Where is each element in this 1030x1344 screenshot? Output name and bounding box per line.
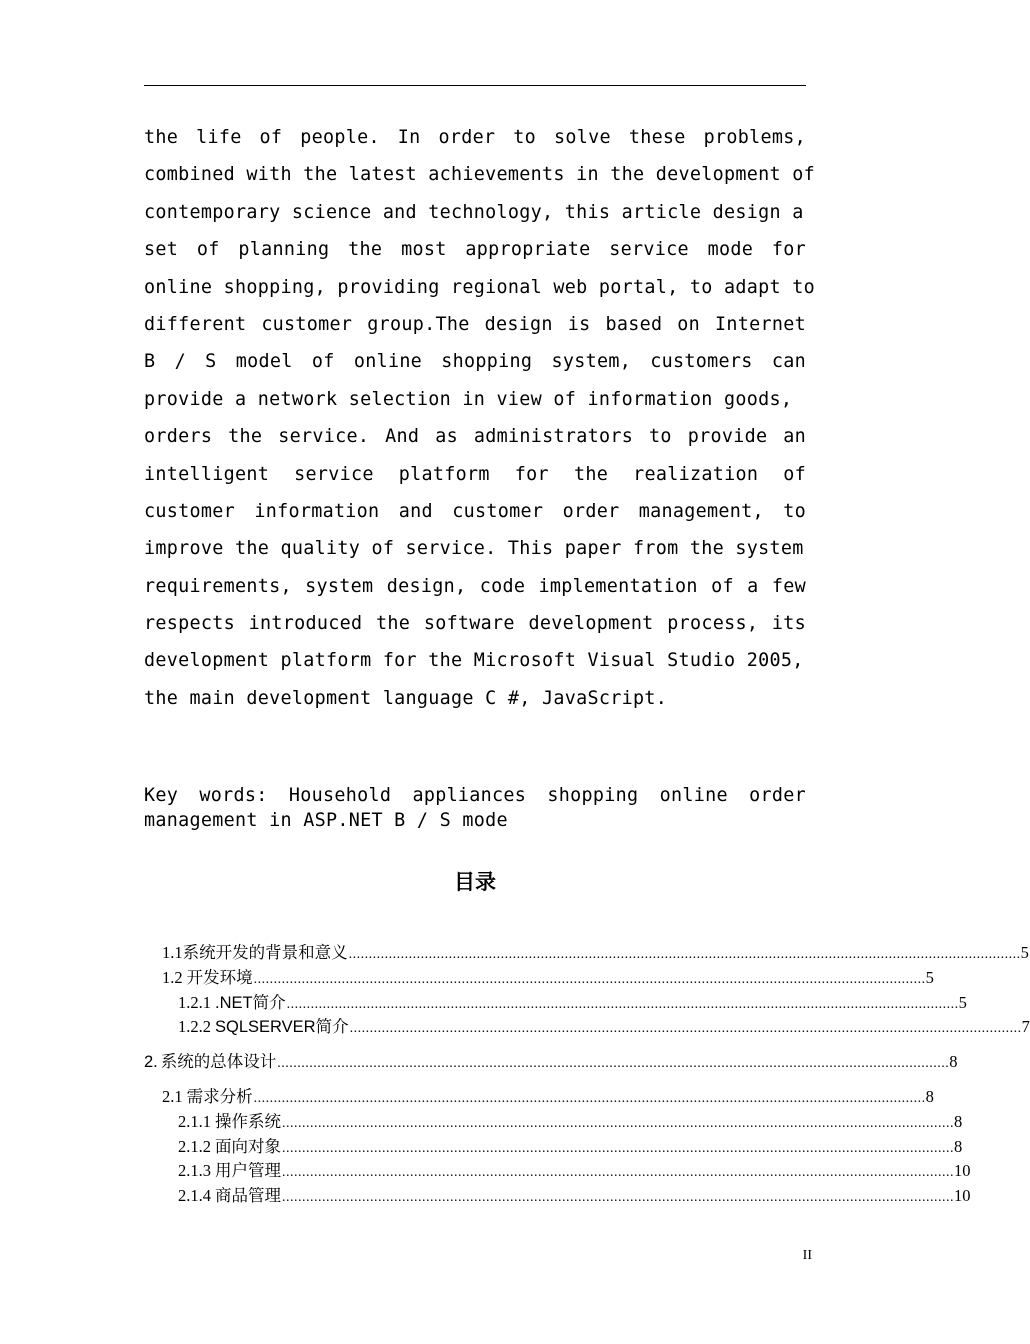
toc-entry-page: 10	[954, 1161, 971, 1180]
toc-entry-title: 商品管理	[215, 1186, 281, 1205]
abstract-line: combined with the latest achievements in the development of	[144, 164, 815, 186]
abstract-line: the life of people. In order to solve these problems,	[144, 127, 806, 148]
keywords-line: management in ASP.NET B / S mode	[144, 810, 508, 831]
toc-entry-number: 1.2	[162, 968, 183, 987]
toc-entry-page: 5	[925, 968, 934, 987]
abstract-line: improve the quality of service. This paper from the system	[144, 538, 804, 560]
abstract-line: B / S model of online shopping system, customers can	[144, 351, 806, 373]
toc-entry-page: 5	[958, 993, 967, 1012]
toc-entry[interactable]	[178, 1184, 971, 1208]
toc-entry-page: 7	[1021, 1017, 1030, 1036]
toc-leader-dots: ........................................................................................................................................................................	[282, 1116, 954, 1131]
toc-entry[interactable]	[144, 1050, 958, 1074]
keywords-line: Key words: Household appliances shopping online order	[144, 785, 806, 806]
toc-entry-page: 8	[925, 1087, 934, 1106]
toc-entry-title: 系统的总体设计	[160, 1053, 277, 1071]
toc-entry[interactable]	[178, 1110, 963, 1134]
toc-leader-dots: ........................................................................................................................................................................	[348, 947, 1021, 962]
toc-entry[interactable]	[178, 991, 967, 1015]
toc-leader-dots: ........................................................................................................................................................................	[349, 1021, 1022, 1036]
toc-entry-page: 5	[1020, 943, 1029, 962]
toc-leader-dots: ........................................................................................................................................................................	[286, 997, 959, 1012]
toc-entry-number: 2.1.2	[178, 1137, 211, 1156]
toc-entry-number: 1.2.2	[178, 1017, 211, 1036]
toc-entry-title: 操作系统	[215, 1112, 281, 1131]
toc-entry-page: 10	[954, 1186, 971, 1205]
toc-entry-title: 用户管理	[215, 1161, 281, 1180]
abstract-line: online shopping, providing regional web portal, to adapt to	[144, 276, 815, 298]
toc-entry[interactable]	[178, 1135, 963, 1159]
toc-entry-title: 面向对象	[215, 1137, 281, 1156]
abstract-line: contemporary science and technology, this article design a	[144, 201, 804, 223]
abstract-line: customer information and customer order management, to	[144, 500, 806, 522]
toc-entry-number: 2.1.1	[178, 1112, 211, 1131]
toc-leader-dots: ........................................................................................................................................................................	[253, 1091, 926, 1106]
abstract-line: respects introduced the software development process, its	[144, 613, 806, 635]
toc-entry-number: 2.1.3	[178, 1161, 211, 1180]
toc-entry-title: 需求分析	[186, 1087, 253, 1106]
toc-entry-number: 1.2.1	[178, 993, 211, 1012]
toc-leader-dots: ........................................................................................................................................................................	[282, 1141, 954, 1156]
toc-entry[interactable]	[162, 1085, 934, 1109]
toc-entry[interactable]	[162, 941, 1029, 965]
toc-leader-dots: ........................................................................................................................................................................	[282, 1165, 954, 1180]
toc-entry-page: 8	[954, 1137, 963, 1156]
toc-entry[interactable]	[178, 1159, 971, 1183]
toc-entry-page: 8	[949, 1052, 958, 1071]
abstract-line: intelligent service platform for the realization of	[144, 463, 806, 485]
abstract-line: orders the service. And as administrators to provide an	[144, 426, 806, 448]
abstract-line: provide a network selection in view of information goods,	[144, 388, 793, 410]
abstract-line: the main development language C #, JavaScript.	[144, 687, 668, 709]
toc-entry-number: 2.1	[162, 1087, 183, 1106]
toc-leader-dots: ........................................................................................................................................................................	[282, 1190, 954, 1205]
abstract-line: set of planning the most appropriate service mode for	[144, 239, 806, 261]
toc-leader-dots: ........................................................................................................................................................................	[253, 972, 926, 987]
page-number: II	[802, 1248, 812, 1263]
toc-entry[interactable]	[162, 966, 934, 990]
toc-entry-number: 2.1.4	[178, 1186, 211, 1205]
abstract-line: requirements, system design, code implementation of a few	[144, 575, 806, 597]
toc-entry-number: 2.	[144, 1053, 158, 1071]
abstract-line: development platform for the Microsoft Visual Studio 2005,	[144, 650, 804, 672]
toc-entry-title: SQLSERVER简介	[215, 1018, 349, 1036]
toc-entry-title: .NET简介	[215, 994, 286, 1012]
toc-entry-number: 1.1	[162, 943, 183, 962]
toc-title: 目录	[454, 870, 496, 894]
abstract-line: different customer group.The design is based on Internet	[144, 313, 806, 335]
toc-entry-title: 系统开发的背景和意义	[182, 943, 348, 962]
toc-entry-title: 开发环境	[186, 968, 253, 987]
toc-entry-page: 8	[954, 1112, 963, 1131]
toc-entry[interactable]	[178, 1015, 1030, 1039]
toc-leader-dots: ........................................................................................................................................................................	[277, 1056, 950, 1071]
